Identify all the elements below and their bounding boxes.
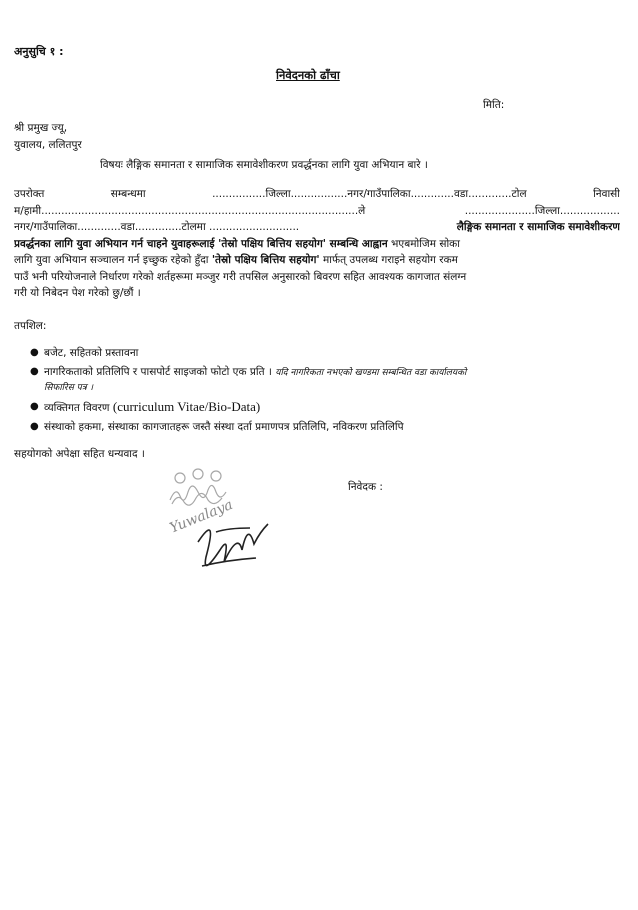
- list-item-latin: (curriculum Vitae/Bio-Data): [112, 399, 261, 414]
- body-line-3-bold: लैङ्गिक समानता र सामाजिक समावेशीकरण: [456, 221, 620, 233]
- list-item: [30, 400, 620, 415]
- signature-icon: [198, 524, 268, 566]
- thanks-line: सहयोगको अपेक्षा सहित धन्यवाद ।: [14, 448, 145, 460]
- body-line-2: [14, 203, 620, 220]
- body-line-1-word-1: उपरोक्त: [14, 188, 45, 200]
- body-line-1: [14, 186, 620, 203]
- list-item: [30, 365, 620, 395]
- annex-list-label: तपशिल:: [14, 320, 47, 332]
- stamp-signature-icon: [158, 462, 288, 587]
- annex-label: अनुसुचि १ :: [14, 45, 64, 58]
- body-line-2-a: म/हामी...............................................................................................ले: [14, 204, 366, 217]
- addressee: श्री प्रमुख ज्यू,: [14, 122, 68, 134]
- list-item-text: नागरिकताको प्रतिलिपि र पासपोर्ट साइजको फोटो एक प्रति ।: [44, 366, 272, 378]
- document-title: निवेदनको ढाँचा: [276, 68, 340, 82]
- list-item-text: व्यक्तिगत विवरण: [44, 402, 110, 414]
- body-line-1-word-2: सम्बन्धमा: [110, 188, 146, 200]
- body-line-4: [14, 236, 620, 253]
- attachment-list: [30, 346, 620, 439]
- bullet-icon: ●: [30, 347, 39, 358]
- subject-line: विषयः लैङ्गिक समानता र सामाजिक समावेशीकरण प्रवर्द्धनका लागि युवा अभियान बारे ।: [100, 159, 428, 171]
- bullet-icon: ●: [30, 421, 39, 432]
- body-line-5-a: लागि युवा अभियान सञ्चालन गर्न इच्छुक रहेको हुँदा: [14, 254, 209, 266]
- list-item-note: यदि नागरिकता नभएको खण्डमा सम्बन्धित वडा कार्यालयको: [275, 368, 467, 378]
- bullet-icon: ●: [30, 366, 39, 377]
- body-paragraph: [14, 186, 620, 302]
- body-line-5-b: मार्फत् उपलब्ध गराइने सहयोग रकम: [322, 254, 458, 266]
- body-line-5-bold: 'तेस्रो पक्षिय बित्तिय सहयोग': [211, 254, 320, 266]
- applicant-label: निवेदक :: [348, 481, 383, 493]
- bullet-icon: ●: [30, 401, 39, 412]
- body-line-5: [14, 252, 620, 269]
- date-label: मिति:: [483, 99, 505, 111]
- body-line-3-plain: नगर/गाउँपालिका.............वडा..............टोलमा ...........................: [14, 221, 300, 233]
- addressee-org: युवालय, ललितपुर: [14, 139, 82, 151]
- stamp-text: Yuwalaya: [167, 496, 236, 537]
- list-item-text: बजेट, सहितको प्रस्तावना: [44, 347, 139, 359]
- body-line-7: गरी यो निबेदन पेश गरेको छु/छौं ।: [14, 287, 141, 299]
- body-line-4-plain: भएबमोजिम सोका: [391, 237, 460, 250]
- yuwalaya-logo-icon: [170, 469, 226, 505]
- body-line-6: पाउँ भनी परियोजनाले निर्धारण गरेको शर्तहरूमा मञ्जुर गरी तपसिल अनुसारको बिवरण सहित आवश्यक कागजात संलग्न: [14, 270, 467, 283]
- body-line-1-word-4: निवासी: [593, 188, 620, 200]
- body-line-1-blanks: ................जिल्ला.................नगर/गाउँपालिका.............वडा.............टोल: [212, 188, 527, 200]
- list-item: [30, 346, 620, 360]
- body-line-2-b: .....................जिल्ला..................: [464, 204, 620, 217]
- list-item: [30, 420, 620, 434]
- body-line-4-bold: प्रवर्द्धनका लागि युवा अभियान गर्न चाहने युवाहरूलाई 'तेस्रो पक्षिय बित्तिय सहयोग' सम्बन्धि आह्वान: [14, 237, 388, 250]
- list-item-note-2: सिफारिस पत्र ।: [44, 383, 93, 393]
- body-line-3: [14, 219, 620, 236]
- list-item-text: संस्थाको हकमा, संस्थाका कागजातहरू जस्तै संस्था दर्ता प्रमाणपत्र प्रतिलिपि, नविकरण प्रतिलिपि: [44, 421, 404, 433]
